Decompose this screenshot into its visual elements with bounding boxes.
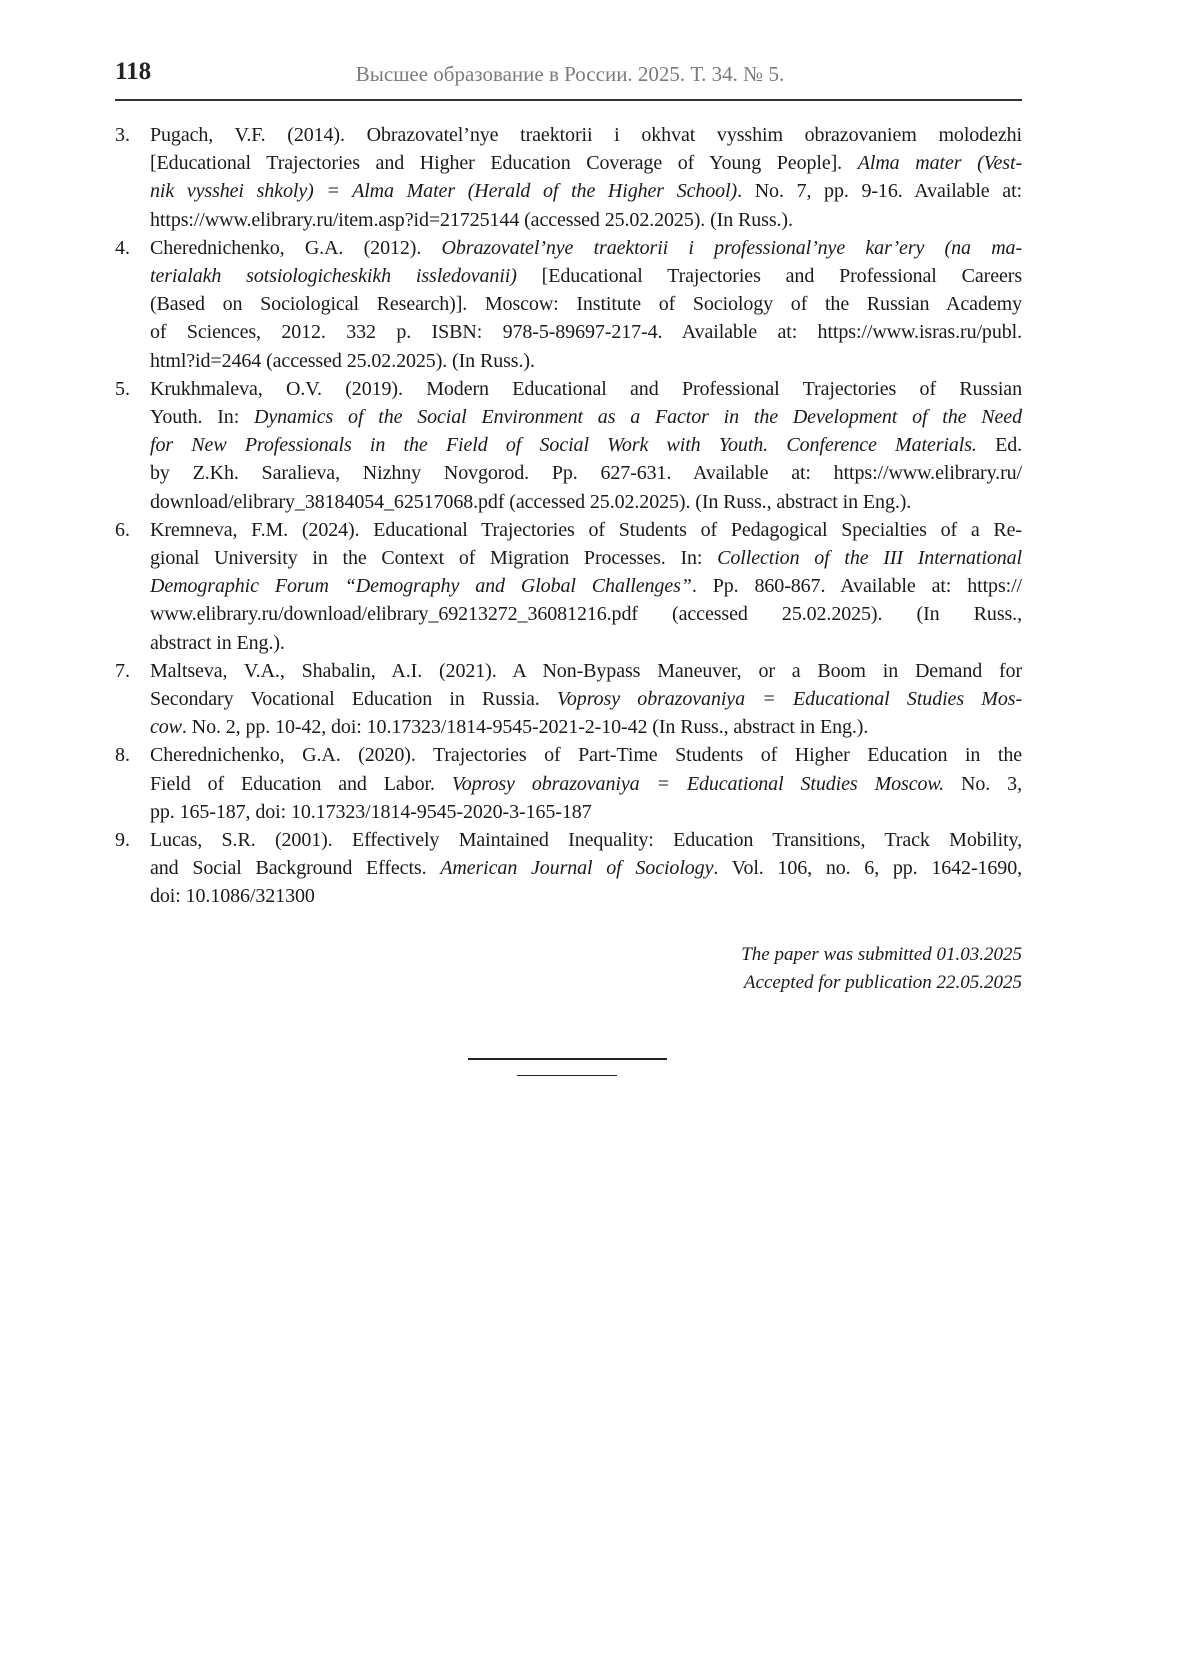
reference-italic-text: Alma mater (Vest-	[857, 152, 1023, 175]
reference-text: by Z.Kh. Saralieva, Nizhny Novgorod. Pp. 627-631. Available at: https://www.elibrary.ru/	[150, 462, 1022, 485]
reference-italic-text: Demographic Forum “Demography and Global Challenges”	[150, 575, 692, 598]
reference-italic-text: Obrazovatel’nye traektorii i professional’nye kar’ery (na ma-	[441, 236, 1023, 259]
reference-text: Youth. In:	[150, 406, 255, 429]
reference-line	[150, 826, 1022, 854]
reference-italic-text: cow	[150, 716, 182, 739]
reference-line	[150, 741, 1022, 769]
reference-text: download/elibrary_38184054_62517068.pdf (accessed 25.02.2025). (In Russ., abstract in Eng.).	[150, 490, 912, 513]
reference-line	[150, 318, 1022, 346]
reference-line	[150, 262, 1022, 290]
reference-text: Ed.	[976, 434, 1022, 457]
end-divider-long	[468, 1058, 667, 1060]
reference-text: pp. 165-187, doi: 10.17323/1814-9545-2020-3-165-187	[150, 800, 592, 823]
reference-line	[150, 544, 1022, 572]
reference-line	[150, 854, 1022, 882]
reference-italic-text: Collection of the III International	[717, 547, 1022, 570]
reference-item	[115, 121, 1022, 234]
reference-text: Krukhmaleva, O.V. (2019). Modern Educational and Professional Trajectories of Russian	[150, 377, 1022, 400]
reference-text: www.elibrary.ru/download/elibrary_69213272_36081216.pdf (accessed 25.02.2025). (In Russ.,	[150, 603, 1022, 626]
reference-text: gional University in the Context of Migration Processes. In:	[150, 547, 718, 570]
reference-item	[115, 516, 1022, 657]
reference-text: of Sciences, 2012. 332 p. ISBN: 978-5-89697-217-4. Available at: https://www.isras.ru/publ.	[150, 321, 1022, 344]
reference-list	[115, 121, 1022, 911]
reference-line	[150, 347, 1022, 375]
reference-line	[150, 516, 1022, 544]
reference-item	[115, 375, 1022, 516]
reference-text: Pugach, V.F. (2014). Obrazovatel’nye traektorii i okhvat vysshim obrazovaniem molodezhi	[150, 124, 1022, 146]
reference-number: 4.	[115, 236, 130, 259]
reference-line	[150, 572, 1022, 600]
reference-italic-text: Voprosy obrazovaniya = Educational Studies Moscow.	[451, 772, 945, 795]
reference-text: abstract in Eng.).	[150, 631, 285, 654]
reference-text: Maltseva, V.A., Shabalin, A.I. (2021). A Non-Bypass Maneuver, or a Boom in Demand for	[150, 659, 1022, 682]
reference-text: . Vol. 106, no. 6, pp. 1642-1690,	[713, 857, 1023, 880]
reference-line	[150, 375, 1022, 403]
reference-text: Cherednichenko, G.A. (2020). Trajectories of Part-Time Students of Higher Education in the	[150, 744, 1022, 767]
reference-item	[115, 657, 1022, 742]
submission-notes	[741, 941, 1022, 997]
reference-line	[150, 149, 1022, 177]
reference-text: doi: 10.1086/321300	[150, 885, 315, 908]
running-title: Высшее образование в России. 2025. Т. 34. № 5.	[355, 62, 785, 86]
reference-text: Lucas, S.R. (2001). Effectively Maintained Inequality: Education Transitions, Track Mobility,	[150, 829, 1022, 852]
reference-text: (Based on Sociological Research)]. Moscow: Institute of Sociology of the Russian Academy	[150, 293, 1022, 316]
reference-line	[150, 713, 1022, 741]
reference-item	[115, 826, 1022, 911]
reference-line	[150, 657, 1022, 685]
reference-number: 7.	[115, 659, 130, 682]
reference-line	[150, 290, 1022, 318]
page-number: 118	[115, 58, 152, 85]
reference-line	[150, 488, 1022, 516]
reference-number: 3.	[115, 124, 130, 146]
reference-line	[150, 206, 1022, 234]
reference-text: [Educational Trajectories and Professional Careers	[516, 265, 1023, 288]
reference-text: . No. 2, pp. 10-42, doi: 10.17323/1814-9545-2021-2-10-42 (In Russ., abstract in Eng.).	[181, 716, 869, 739]
reference-line	[150, 431, 1022, 459]
header-divider	[115, 99, 1022, 101]
reference-line	[150, 121, 1022, 149]
reference-text: . Pp. 860-867. Available at: https://	[691, 575, 1022, 598]
accepted-date: Accepted for publication 22.05.2025	[743, 972, 1022, 994]
reference-italic-text: Dynamics of the Social Environment as a Factor in the Development of the Need	[254, 406, 1022, 429]
reference-line	[150, 685, 1022, 713]
reference-line	[150, 770, 1022, 798]
reference-text: . No. 7, pp. 9-16. Available at:	[737, 180, 1022, 203]
reference-italic-text: nik vysshei shkoly) = Alma Mater (Herald of the Higher School)	[150, 180, 738, 203]
reference-text: html?id=2464 (accessed 25.02.2025). (In Russ.).	[150, 349, 535, 372]
reference-line	[150, 177, 1022, 205]
reference-text: [Educational Trajectories and Higher Education Coverage of Young People].	[150, 152, 858, 175]
reference-line	[150, 882, 1022, 910]
reference-line	[150, 403, 1022, 431]
submitted-date: The paper was submitted 01.03.2025	[741, 944, 1022, 965]
reference-item	[115, 234, 1022, 375]
end-divider-short	[517, 1075, 617, 1076]
reference-line	[150, 798, 1022, 826]
reference-line	[150, 234, 1022, 262]
reference-italic-text: terialakh sotsiologicheskikh issledovanii)	[150, 265, 517, 288]
reference-italic-text: for New Professionals in the Field of Social Work with Youth. Conference Materials.	[150, 434, 977, 457]
reference-number: 8.	[115, 744, 130, 767]
reference-text: https://www.elibrary.ru/item.asp?id=21725144 (accessed 25.02.2025). (In Russ.).	[150, 208, 793, 231]
reference-number: 6.	[115, 518, 130, 541]
reference-italic-text: American Journal of Sociology	[440, 857, 714, 880]
reference-line	[150, 629, 1022, 657]
reference-line	[150, 600, 1022, 628]
reference-line	[150, 459, 1022, 487]
reference-italic-text: Voprosy obrazovaniya = Educational Studies Mos-	[557, 688, 1023, 711]
reference-text: Secondary Vocational Education in Russia.	[150, 688, 557, 711]
reference-text: No. 3,	[944, 772, 1022, 795]
reference-text: Kremneva, F.M. (2024). Educational Trajectories of Students of Pedagogical Specialties of a Re-	[150, 518, 1022, 541]
reference-number: 5.	[115, 377, 130, 400]
reference-number: 9.	[115, 829, 130, 852]
reference-text: and Social Background Effects.	[150, 857, 441, 880]
reference-text: Field of Education and Labor.	[150, 772, 452, 795]
reference-item	[115, 741, 1022, 826]
reference-text: Cherednichenko, G.A. (2012).	[150, 236, 442, 259]
